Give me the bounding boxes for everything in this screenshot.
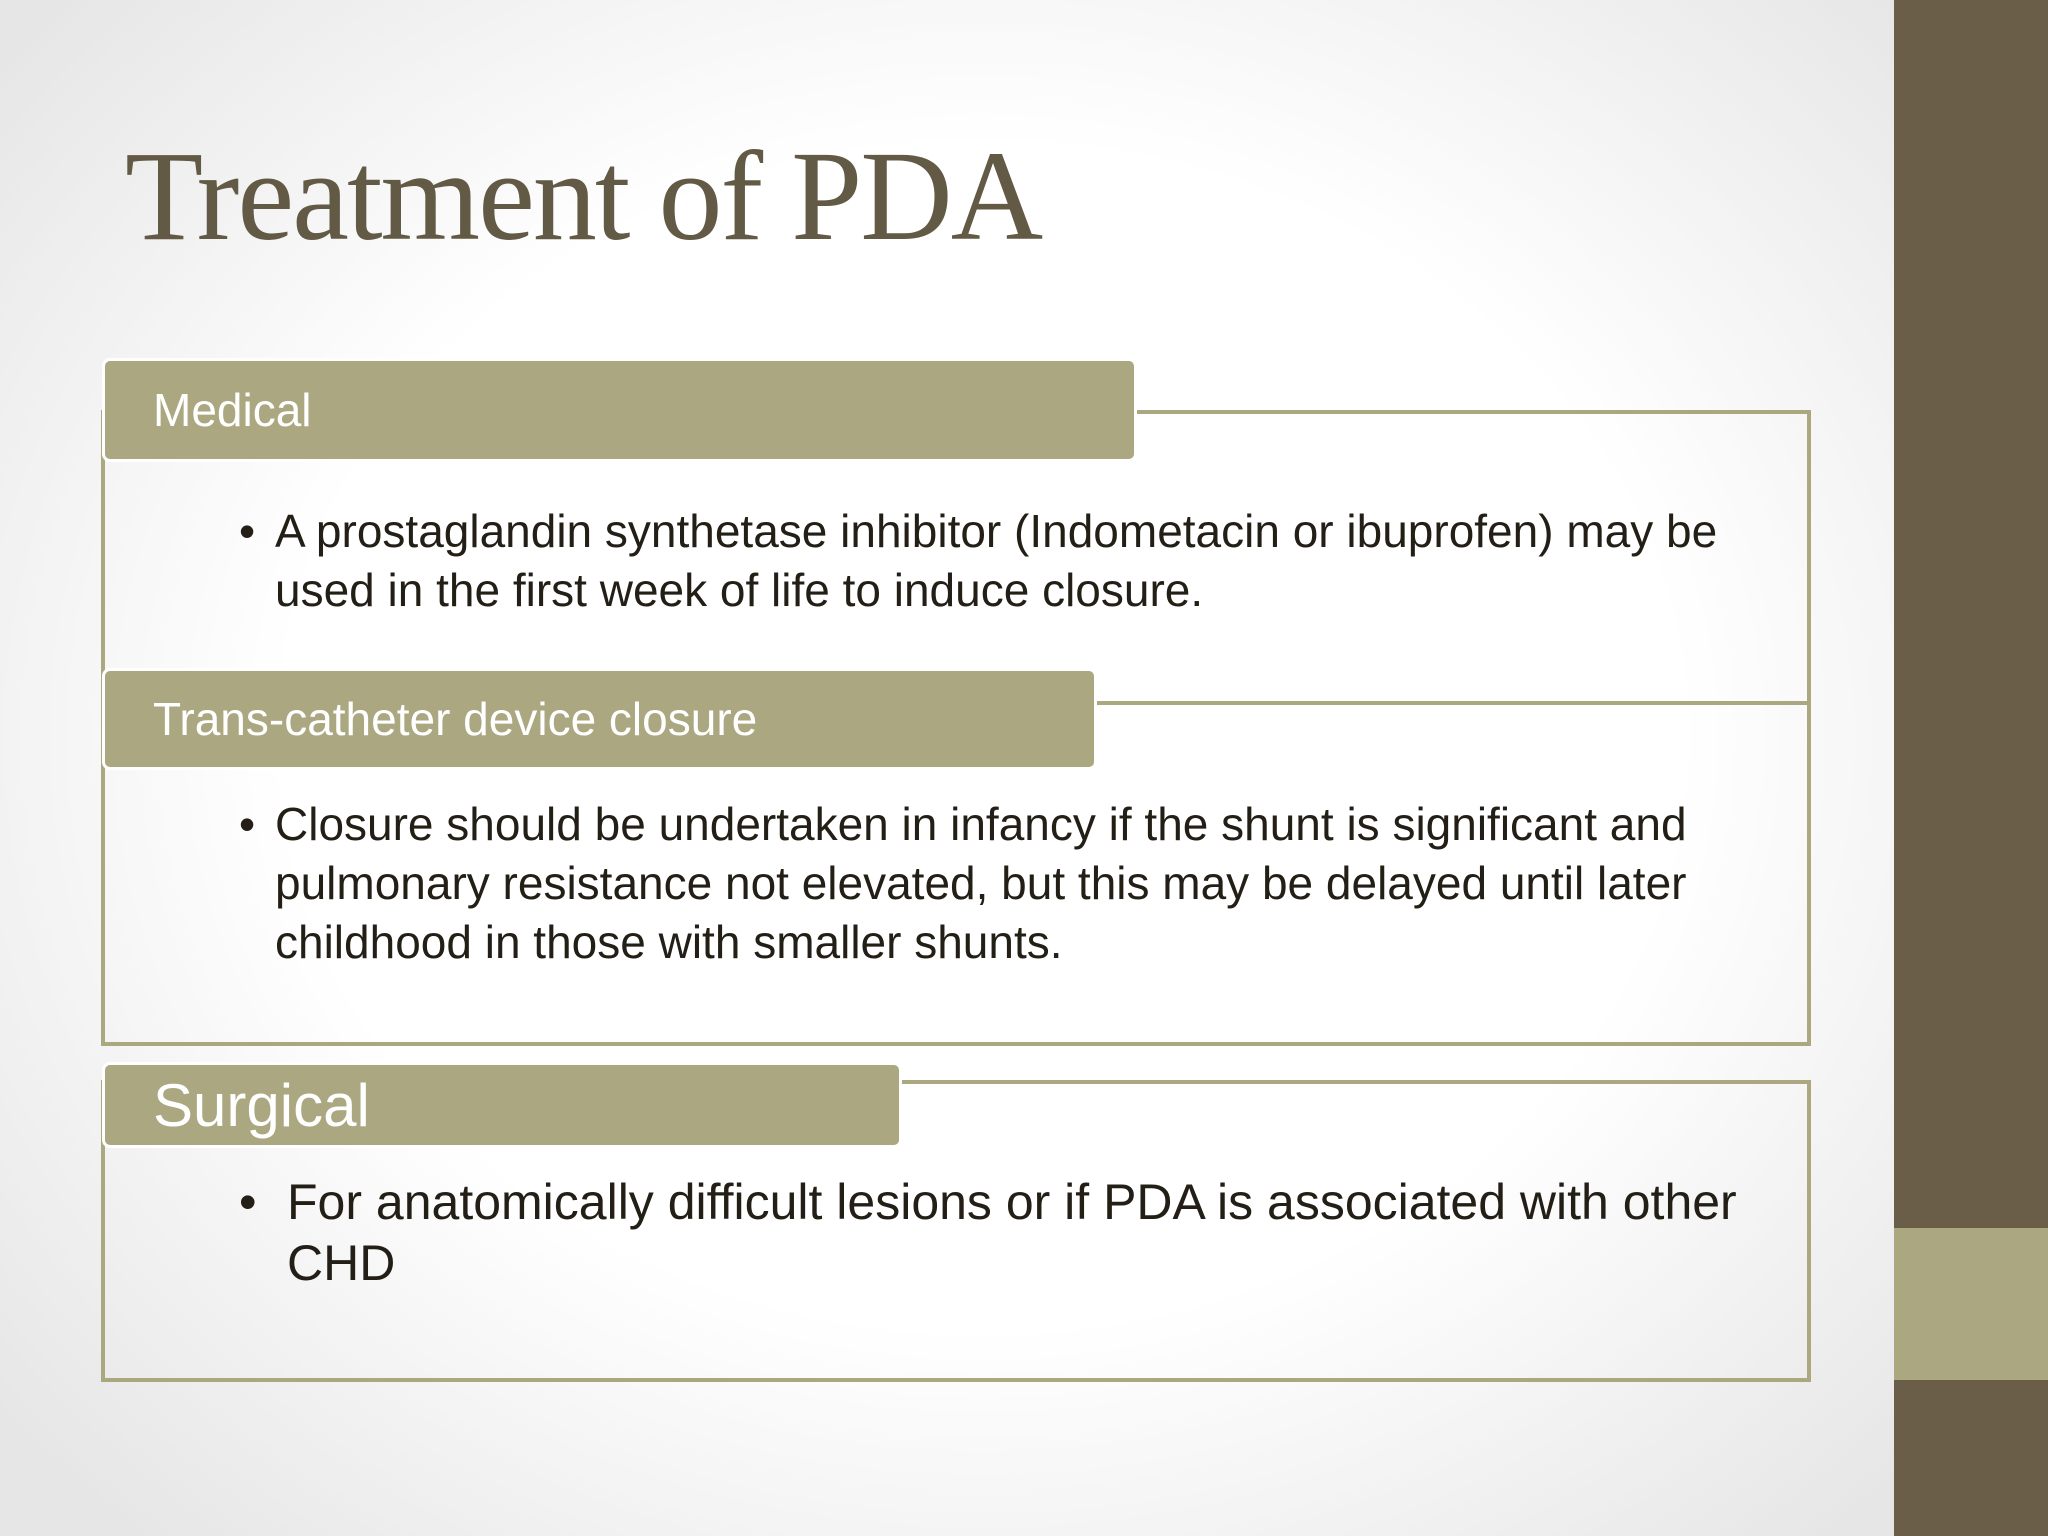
section-heading-transcatheter: [102, 668, 1097, 770]
bullet-dot-icon: •: [239, 505, 256, 557]
bullet-dot-icon: •: [239, 798, 256, 850]
bullet-item-transcatheter: [239, 795, 1765, 972]
section-divider-line: [1040, 701, 1811, 705]
bullet-text: For anatomically difficult lesions or if PDA is associated with other CHD: [287, 1174, 1737, 1291]
bullet-item-surgical: [239, 1172, 1767, 1294]
section-heading-label: Medical: [153, 384, 312, 436]
bullet-dot-icon: •: [239, 1174, 257, 1230]
bullet-item-medical: [239, 502, 1765, 620]
slide-title: Treatment of PDA: [125, 125, 1042, 267]
section-heading-surgical: [102, 1062, 902, 1148]
section-heading-label: Trans-catheter device closure: [153, 693, 758, 745]
section-heading-medical: [102, 358, 1137, 462]
section-heading-label: Surgical: [153, 1071, 370, 1139]
sidebar-accent-decoration: [1894, 1228, 2048, 1380]
bullet-text: A prostaglandin synthetase inhibitor (Indometacin or ibuprofen) may be used in the first week of life to induce closure.: [275, 505, 1718, 616]
bullet-text: Closure should be undertaken in infancy if the shunt is significant and pulmonary resistance not elevated, but this may be delayed until later childhood in those with smaller shunts.: [275, 798, 1687, 968]
